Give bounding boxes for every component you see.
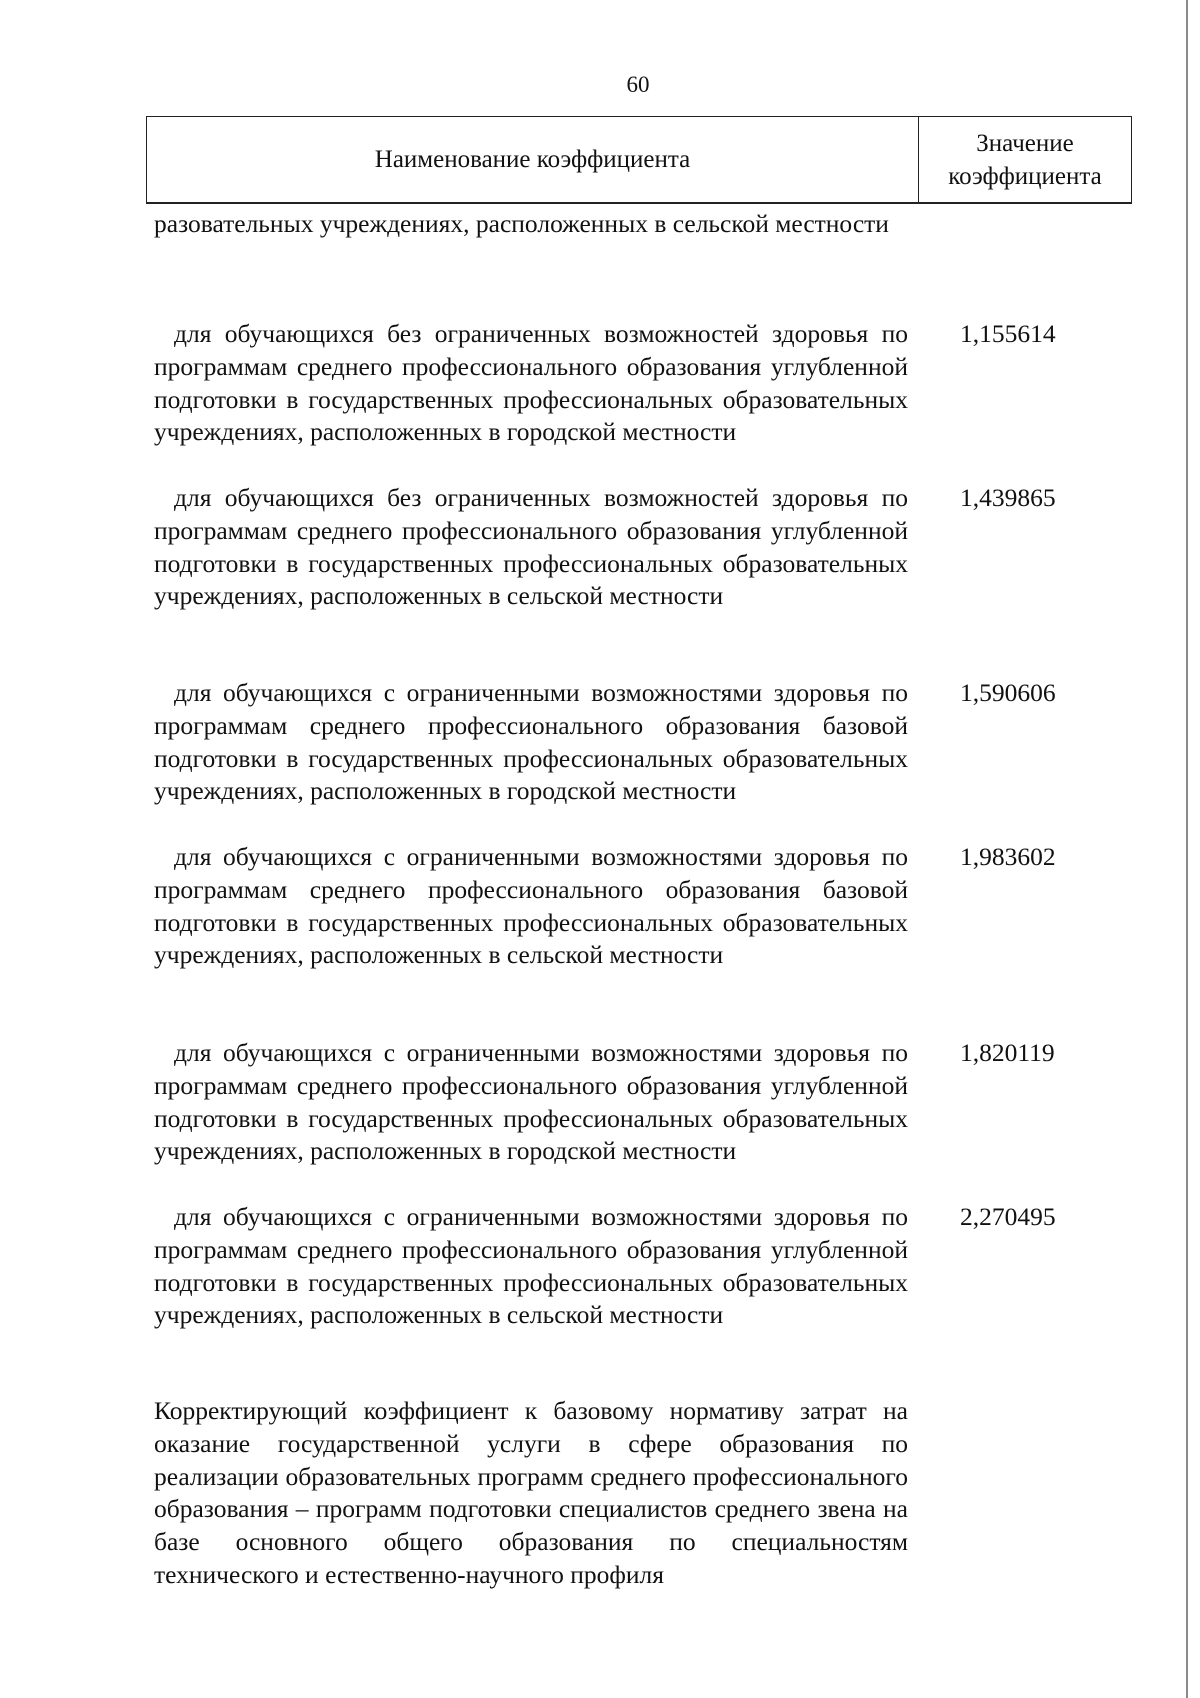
row-0-text: для обучающихся без ограниченных возможностей здоровья по программам среднего профессионального образования углубленной подготовки в государственных профессиональных образовательных учреждениях, расположенных в городской местности: [154, 319, 908, 447]
row-4-value: 1,820119: [960, 1038, 1055, 1067]
continuation-text: разовательных учреждениях, расположенных в сельской местности: [154, 209, 889, 238]
row-2-value: 1,590606: [960, 678, 1056, 707]
row-3-value: 1,983602: [960, 842, 1056, 871]
row-1-value: 1,439865: [960, 483, 1056, 512]
closing-paragraph: Корректирующий коэффициент к базовому нормативу затрат на оказание государственной услуги в сфере образования по реализации образовательных программ среднего профессионального образования – программ подготовки специалистов среднего звена на базе основного общего образования по специальностям технического и естественно-научного профиля: [154, 1396, 908, 1589]
row-4-text: для обучающихся с ограниченными возможностями здоровья по программам среднего профессионального образования углубленной подготовки в государственных профессиональных образовательных учреждениях, расположенных в городской местности: [154, 1038, 908, 1166]
row-2-text: для обучающихся с ограниченными возможностями здоровья по программам среднего профессионального образования базовой подготовки в государственных профессиональных образовательных учреждениях, расположенных в городской местности: [154, 678, 908, 806]
row-1-text: для обучающихся без ограниченных возможностей здоровья по программам среднего профессионального образования углубленной подготовки в государственных профессиональных образовательных учреждениях, расположенных в сельской местности: [154, 483, 908, 611]
page-right-edge: [1186, 0, 1188, 1698]
row-0-value: 1,155614: [960, 319, 1056, 348]
row-3-text: для обучающихся с ограниченными возможностями здоровья по программам среднего профессионального образования базовой подготовки в государственных профессиональных образовательных учреждениях, расположенных в сельской местности: [154, 842, 908, 970]
table-header: [146, 116, 1132, 204]
row-5-value: 2,270495: [960, 1202, 1056, 1231]
row-5-text: для обучающихся с ограниченными возможностями здоровья по программам среднего профессионального образования углубленной подготовки в государственных профессиональных образовательных учреждениях, расположенных в сельской местности: [154, 1202, 908, 1330]
header-value-column: Значение коэффициента: [948, 129, 1102, 190]
page-number: 60: [626, 72, 650, 97]
header-name-column: Наименование коэффициента: [147, 117, 919, 202]
